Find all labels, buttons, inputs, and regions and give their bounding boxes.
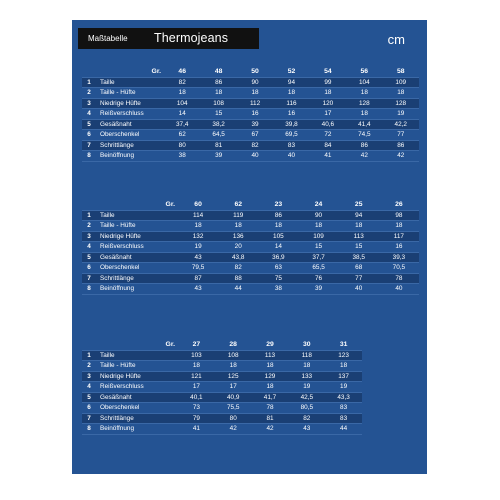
size-chart-sheet [72, 20, 427, 474]
measurement-label: Beinöffnung [96, 151, 164, 162]
measurement-value: 88 [218, 273, 258, 284]
measurement-value: 121 [178, 371, 215, 382]
header-row [82, 67, 419, 77]
measurement-label: Oberschenkel [96, 403, 178, 414]
measurement-label: Oberschenkel [96, 130, 164, 141]
measurement-value: 36,9 [258, 252, 298, 263]
measurement-value: 112 [237, 98, 273, 109]
measurement-value: 18 [252, 382, 289, 393]
row-number: 6 [82, 403, 96, 414]
size-header: 24 [298, 200, 338, 210]
title-banner [78, 28, 259, 49]
row-number: 2 [82, 88, 96, 99]
measurement-value: 78 [252, 403, 289, 414]
measurement-value: 113 [252, 350, 289, 361]
measurement-value: 77 [383, 130, 419, 141]
measurement-value: 18 [218, 221, 258, 232]
measurement-value: 40 [273, 151, 309, 162]
measurement-value: 79,5 [178, 263, 218, 274]
row-number: 1 [82, 210, 96, 221]
measurement-value: 41 [310, 151, 346, 162]
row-number: 4 [82, 382, 96, 393]
measurement-value: 14 [258, 242, 298, 253]
measurement-value: 18 [237, 88, 273, 99]
table-row [82, 221, 419, 232]
row-number: 5 [82, 119, 96, 130]
measurement-value: 94 [273, 77, 309, 88]
row-number: 7 [82, 140, 96, 151]
measurement-value: 15 [200, 109, 236, 120]
header-blank [82, 67, 96, 77]
measurement-value: 16 [273, 109, 309, 120]
measurement-label: Gesäßnaht [96, 119, 164, 130]
table-row [82, 151, 419, 162]
measurement-value: 40,1 [178, 392, 215, 403]
size-header: 30 [288, 340, 325, 350]
size-table-1 [82, 67, 419, 162]
measurement-value: 40,9 [215, 392, 252, 403]
table-row [82, 284, 419, 295]
row-number: 8 [82, 151, 96, 162]
measurement-label: Schrittlänge [96, 140, 164, 151]
measurement-value: 18 [252, 361, 289, 372]
measurement-label: Taille [96, 350, 178, 361]
row-number: 5 [82, 252, 96, 263]
measurement-label: Niedrige Hüfte [96, 371, 178, 382]
measurement-value: 72 [310, 130, 346, 141]
table-row [82, 413, 362, 424]
measurement-value: 18 [383, 88, 419, 99]
row-number: 4 [82, 242, 96, 253]
table-row [82, 263, 419, 274]
row-number: 1 [82, 77, 96, 88]
measurement-value: 40 [379, 284, 419, 295]
measurement-value: 42,5 [288, 392, 325, 403]
measurement-value: 18 [310, 88, 346, 99]
measurement-value: 81 [252, 413, 289, 424]
row-number: 6 [82, 130, 96, 141]
size-header: 60 [178, 200, 218, 210]
size-header: 23 [258, 200, 298, 210]
title-small: Maßtabelle [88, 34, 128, 43]
measurement-value: 83 [325, 413, 362, 424]
measurement-value: 37,7 [298, 252, 338, 263]
table-row [82, 130, 419, 141]
measurement-value: 15 [339, 242, 379, 253]
size-header: 25 [339, 200, 379, 210]
measurement-value: 44 [325, 424, 362, 435]
measurement-value: 42 [215, 424, 252, 435]
measurement-value: 114 [178, 210, 218, 221]
measurement-value: 104 [346, 77, 382, 88]
measurement-value: 79 [178, 413, 215, 424]
measurement-value: 39 [237, 119, 273, 130]
size-header: 56 [346, 67, 382, 77]
measurement-value: 16 [237, 109, 273, 120]
measurement-value: 108 [200, 98, 236, 109]
row-number: 2 [82, 221, 96, 232]
size-header: 54 [310, 67, 346, 77]
size-label: Gr. [96, 200, 178, 210]
measurement-value: 82 [237, 140, 273, 151]
size-header: 52 [273, 67, 309, 77]
measurement-value: 18 [288, 361, 325, 372]
measurement-value: 109 [298, 231, 338, 242]
unit-label: cm [387, 32, 405, 47]
title-big: Thermojeans [154, 31, 229, 45]
measurement-value: 105 [258, 231, 298, 242]
measurement-value: 39,8 [273, 119, 309, 130]
table-row [82, 231, 419, 242]
measurement-value: 128 [346, 98, 382, 109]
measurement-label: Reißverschluss [96, 109, 164, 120]
measurement-value: 69,5 [273, 130, 309, 141]
measurement-value: 43 [288, 424, 325, 435]
measurement-value: 43 [178, 284, 218, 295]
measurement-value: 40 [237, 151, 273, 162]
measurement-value: 39,3 [379, 252, 419, 263]
table-row [82, 371, 362, 382]
measurement-value: 86 [346, 140, 382, 151]
measurement-value: 19 [325, 382, 362, 393]
header-blank [82, 340, 96, 350]
measurement-value: 17 [178, 382, 215, 393]
measurement-value: 62 [164, 130, 200, 141]
size-header: 48 [200, 67, 236, 77]
measurement-label: Taille - Hüfte [96, 88, 164, 99]
size-header: 28 [215, 340, 252, 350]
row-number: 3 [82, 371, 96, 382]
measurement-label: Schrittlänge [96, 273, 178, 284]
measurement-label: Gesäßnaht [96, 392, 178, 403]
table-row [82, 210, 419, 221]
row-number: 2 [82, 361, 96, 372]
measurement-value: 104 [164, 98, 200, 109]
measurement-label: Taille - Hüfte [96, 361, 178, 372]
table-row [82, 77, 419, 88]
measurement-value: 98 [379, 210, 419, 221]
measurement-value: 39 [298, 284, 338, 295]
measurement-label: Taille [96, 210, 178, 221]
size-table-3 [82, 340, 362, 435]
measurement-label: Niedrige Hüfte [96, 231, 178, 242]
measurement-value: 78 [379, 273, 419, 284]
measurement-value: 41,4 [346, 119, 382, 130]
measurement-value: 90 [237, 77, 273, 88]
measurement-value: 75 [258, 273, 298, 284]
row-number: 5 [82, 392, 96, 403]
row-number: 8 [82, 284, 96, 295]
table-row [82, 98, 419, 109]
measurement-value: 119 [218, 210, 258, 221]
size-label: Gr. [96, 67, 164, 77]
table-row [82, 382, 362, 393]
measurement-value: 133 [288, 371, 325, 382]
measurement-value: 109 [383, 77, 419, 88]
measurement-value: 82 [164, 77, 200, 88]
measurement-value: 38 [164, 151, 200, 162]
measurement-value: 40 [339, 284, 379, 295]
measurement-value: 125 [215, 371, 252, 382]
table-row [82, 109, 419, 120]
measurement-value: 108 [215, 350, 252, 361]
measurement-value: 42 [346, 151, 382, 162]
measurement-value: 103 [178, 350, 215, 361]
table-row [82, 361, 362, 372]
size-header: 58 [383, 67, 419, 77]
table-row [82, 252, 419, 263]
row-number: 4 [82, 109, 96, 120]
measurement-value: 120 [310, 98, 346, 109]
measurement-value: 18 [346, 109, 382, 120]
measurement-value: 18 [258, 221, 298, 232]
measurement-value: 80,5 [288, 403, 325, 414]
measurement-value: 18 [339, 221, 379, 232]
row-number: 8 [82, 424, 96, 435]
header-blank [82, 200, 96, 210]
row-number: 3 [82, 98, 96, 109]
measurement-value: 129 [252, 371, 289, 382]
table-row [82, 350, 362, 361]
measurement-value: 18 [346, 88, 382, 99]
measurement-label: Taille - Hüfte [96, 221, 178, 232]
measurement-value: 19 [178, 242, 218, 253]
measurement-value: 80 [215, 413, 252, 424]
measurement-value: 43,3 [325, 392, 362, 403]
measurement-value: 86 [383, 140, 419, 151]
measurement-value: 70,5 [379, 263, 419, 274]
measurement-label: Reißverschluss [96, 242, 178, 253]
measurement-value: 84 [310, 140, 346, 151]
measurement-value: 42 [383, 151, 419, 162]
table-row [82, 88, 419, 99]
measurement-value: 80 [164, 140, 200, 151]
measurement-label: Niedrige Hüfte [96, 98, 164, 109]
measurement-value: 73 [178, 403, 215, 414]
measurement-value: 83 [325, 403, 362, 414]
row-number: 7 [82, 413, 96, 424]
measurement-value: 38,5 [339, 252, 379, 263]
measurement-value: 81 [200, 140, 236, 151]
measurement-value: 14 [164, 109, 200, 120]
measurement-value: 17 [310, 109, 346, 120]
table-row [82, 119, 419, 130]
measurement-label: Beinöffnung [96, 424, 178, 435]
measurement-value: 86 [258, 210, 298, 221]
measurement-value: 136 [218, 231, 258, 242]
size-header: 29 [252, 340, 289, 350]
size-header: 27 [178, 340, 215, 350]
measurement-value: 94 [339, 210, 379, 221]
measurement-value: 18 [379, 221, 419, 232]
measurement-value: 38 [258, 284, 298, 295]
header-row [82, 200, 419, 210]
measurement-value: 87 [178, 273, 218, 284]
measurement-value: 20 [218, 242, 258, 253]
measurement-value: 113 [339, 231, 379, 242]
measurement-value: 83 [273, 140, 309, 151]
measurement-label: Oberschenkel [96, 263, 178, 274]
measurement-value: 90 [298, 210, 338, 221]
measurement-value: 18 [164, 88, 200, 99]
measurement-label: Reißverschluss [96, 382, 178, 393]
measurement-value: 132 [178, 231, 218, 242]
size-header: 31 [325, 340, 362, 350]
measurement-value: 86 [200, 77, 236, 88]
measurement-value: 75,5 [215, 403, 252, 414]
row-number: 6 [82, 263, 96, 274]
measurement-label: Taille [96, 77, 164, 88]
measurement-value: 67 [237, 130, 273, 141]
size-header: 62 [218, 200, 258, 210]
measurement-value: 19 [383, 109, 419, 120]
size-table-2 [82, 200, 419, 295]
measurement-value: 137 [325, 371, 362, 382]
measurement-value: 41,7 [252, 392, 289, 403]
table-row [82, 403, 362, 414]
measurement-value: 123 [325, 350, 362, 361]
row-number: 7 [82, 273, 96, 284]
measurement-value: 63 [258, 263, 298, 274]
size-label: Gr. [96, 340, 178, 350]
measurement-label: Beinöffnung [96, 284, 178, 295]
table-row [82, 392, 362, 403]
measurement-value: 17 [215, 382, 252, 393]
measurement-value: 43,8 [218, 252, 258, 263]
header-row [82, 340, 362, 350]
measurement-value: 41 [178, 424, 215, 435]
size-header: 46 [164, 67, 200, 77]
measurement-value: 74,5 [346, 130, 382, 141]
table-row [82, 140, 419, 151]
measurement-value: 43 [178, 252, 218, 263]
measurement-value: 18 [200, 88, 236, 99]
row-number: 3 [82, 231, 96, 242]
measurement-value: 39 [200, 151, 236, 162]
measurement-value: 68 [339, 263, 379, 274]
measurement-value: 19 [288, 382, 325, 393]
measurement-value: 18 [178, 221, 218, 232]
table-row [82, 424, 362, 435]
measurement-value: 82 [218, 263, 258, 274]
measurement-value: 38,2 [200, 119, 236, 130]
measurement-value: 42,2 [383, 119, 419, 130]
size-header: 50 [237, 67, 273, 77]
measurement-value: 18 [273, 88, 309, 99]
row-number: 1 [82, 350, 96, 361]
measurement-value: 76 [298, 273, 338, 284]
measurement-value: 44 [218, 284, 258, 295]
measurement-value: 40,6 [310, 119, 346, 130]
measurement-value: 118 [288, 350, 325, 361]
measurement-label: Schrittlänge [96, 413, 178, 424]
table-row [82, 242, 419, 253]
measurement-value: 77 [339, 273, 379, 284]
table-row [82, 273, 419, 284]
measurement-value: 65,5 [298, 263, 338, 274]
measurement-value: 99 [310, 77, 346, 88]
measurement-value: 18 [178, 361, 215, 372]
size-header: 26 [379, 200, 419, 210]
measurement-value: 18 [298, 221, 338, 232]
measurement-value: 18 [215, 361, 252, 372]
measurement-value: 116 [273, 98, 309, 109]
measurement-value: 117 [379, 231, 419, 242]
measurement-value: 15 [298, 242, 338, 253]
measurement-value: 82 [288, 413, 325, 424]
measurement-value: 16 [379, 242, 419, 253]
measurement-value: 64,5 [200, 130, 236, 141]
measurement-value: 37,4 [164, 119, 200, 130]
measurement-label: Gesäßnaht [96, 252, 178, 263]
measurement-value: 18 [325, 361, 362, 372]
measurement-value: 42 [252, 424, 289, 435]
measurement-value: 128 [383, 98, 419, 109]
